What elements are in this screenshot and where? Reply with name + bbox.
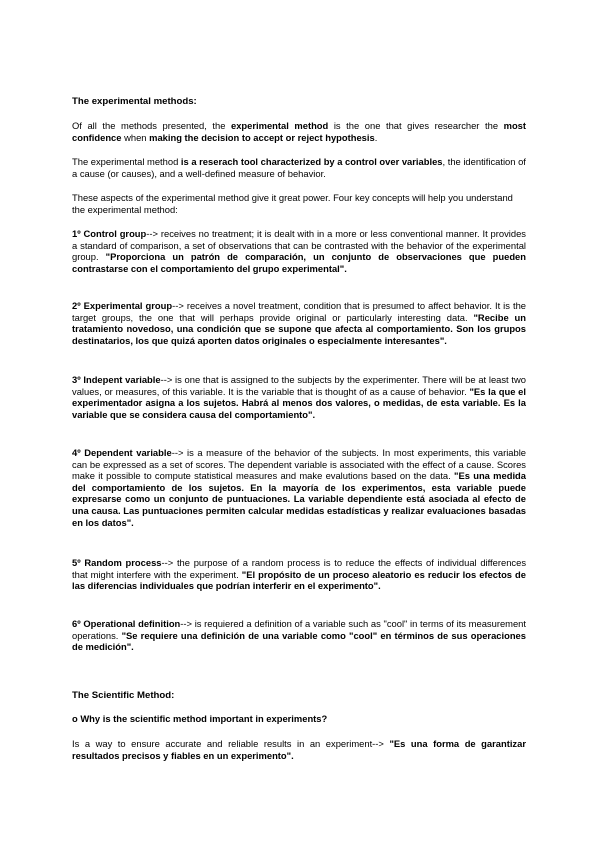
concept-arrow: -->	[171, 447, 188, 458]
concept-translation: "Es la que el experimentador asigna a los sujetos. Habrá al menos dos valores, o medidas, de esta variable. Es la variable que se considera causa del comportamiento".	[72, 385, 526, 420]
concept-arrow: -->	[180, 618, 195, 629]
concept-control-group	[72, 228, 526, 274]
answer-text: Is a way to ensure accurate and reliable results in an experiment-->	[72, 738, 390, 749]
definition-seg: The experimental method	[72, 156, 181, 167]
definition-seg: is a reserach tool characterized by a control over variables	[180, 156, 443, 167]
intro-seg: .	[374, 131, 378, 143]
concept-term: 6º Operational definition	[72, 618, 181, 629]
answer-translation: "Es una forma de garantizar resultados precisos y fiables en un experimento".	[72, 738, 526, 761]
concept-text: is requiered a definition of a variable such as "cool" in terms of its measurement operations.	[72, 618, 526, 641]
concept-random-process	[72, 557, 526, 592]
concept-arrow: -->	[160, 374, 176, 385]
intro-seg: most confidence	[72, 120, 527, 143]
section-heading-scientific-method: The Scientific Method:	[72, 690, 175, 701]
intro-seg: making the decision to accept or reject hypothesis	[149, 131, 375, 143]
concept-experimental-group	[72, 300, 526, 346]
intro-paragraph	[72, 120, 526, 143]
aspects-paragraph: These aspects of the experimental method give it great power. Four key concepts will help you understand the experimental method:	[72, 192, 513, 215]
intro-seg: experimental method	[231, 120, 329, 131]
concept-term: 3º Indepent variable	[72, 374, 161, 385]
concept-translation: "Se requiere una definición de una variable como "cool" en términos de sus operaciones de medición".	[72, 629, 526, 653]
definition-seg: , the identification of a cause (or causes), and a well-defined measure of behavior.	[72, 156, 526, 179]
section-heading-experimental-methods: The experimental methods:	[72, 96, 197, 107]
concept-term: 1º Control group	[72, 228, 147, 239]
intro-seg: is the one that gives researcher the	[328, 120, 504, 131]
question-line: o Why is the scientific method important in experiments?	[72, 713, 328, 724]
concept-translation: "Es una medida del comportamiento de los sujetos. En la mayoría de los experimentos, esta variable puede expresarse como un conjunto de puntuaciones. La variable dependiente está asociada al efecto de una causa. Las puntuaciones permiten calcular medidas estadísticas y realizar evaluaciones basadas en los datos".	[72, 470, 526, 528]
definition-paragraph	[72, 156, 526, 179]
concept-term: 4º Dependent variable	[72, 447, 172, 458]
concept-translation: "Recibe un tratamiento novedoso, una condición que se supone que afecta al comportamiento. Son los grupos destinatarios, los que quizá aporten datos originales o especialmente interesantes".	[72, 311, 526, 346]
concept-text: the purpose of a random process is to reduce the effects of individual differences that might interfere with the experiment.	[72, 557, 527, 580]
answer-paragraph	[72, 738, 526, 761]
concept-arrow: -->	[161, 557, 177, 568]
concept-operational-definition	[72, 618, 526, 653]
concept-dependent-variable	[72, 447, 526, 528]
intro-seg: Of all the methods presented, the	[72, 120, 231, 131]
concept-arrow: -->	[146, 228, 161, 239]
concept-text: receives no treatment; it is dealt with in a more or less conventional manner. It provides a standard of comparison, a set of observations that can be contrasted with the behavior of the experimental group.	[72, 228, 526, 263]
concept-term: 2º Experimental group	[72, 300, 173, 311]
concept-term: 5º Random process	[72, 557, 162, 568]
concept-independent-variable	[72, 374, 526, 420]
concept-arrow: -->	[172, 300, 187, 311]
concept-text: is a measure of the behavior of the subjects. In most experiments, this variable can be expressed as a set of scores. The dependent variable is associated with the effect of a cause. Scores make it possible to compute statistical measures and make evalutions based on the data.	[72, 447, 527, 482]
concept-translation: "Proporciona un patrón de comparación, un conjunto de observaciones que pueden contrastarse con el comportamiento del grupo experimental".	[72, 251, 526, 274]
intro-seg: when	[121, 131, 150, 143]
concept-text: receives a novel treatment, condition that is presumed to affect behavior. It is the target groups, the one that will perhaps provide original or particularly interesting data.	[72, 300, 527, 323]
concept-text: is one that is assigned to the subjects by the experimenter. There will be at least two values, or measures, of this variable. It is the variable that is thought of as a cause of behavior.	[72, 374, 526, 397]
concept-translation: "El propósito de un proceso aleatorio es reducir los efectos de las diferencias individuales que podrían interferir en el experimento".	[72, 568, 526, 592]
